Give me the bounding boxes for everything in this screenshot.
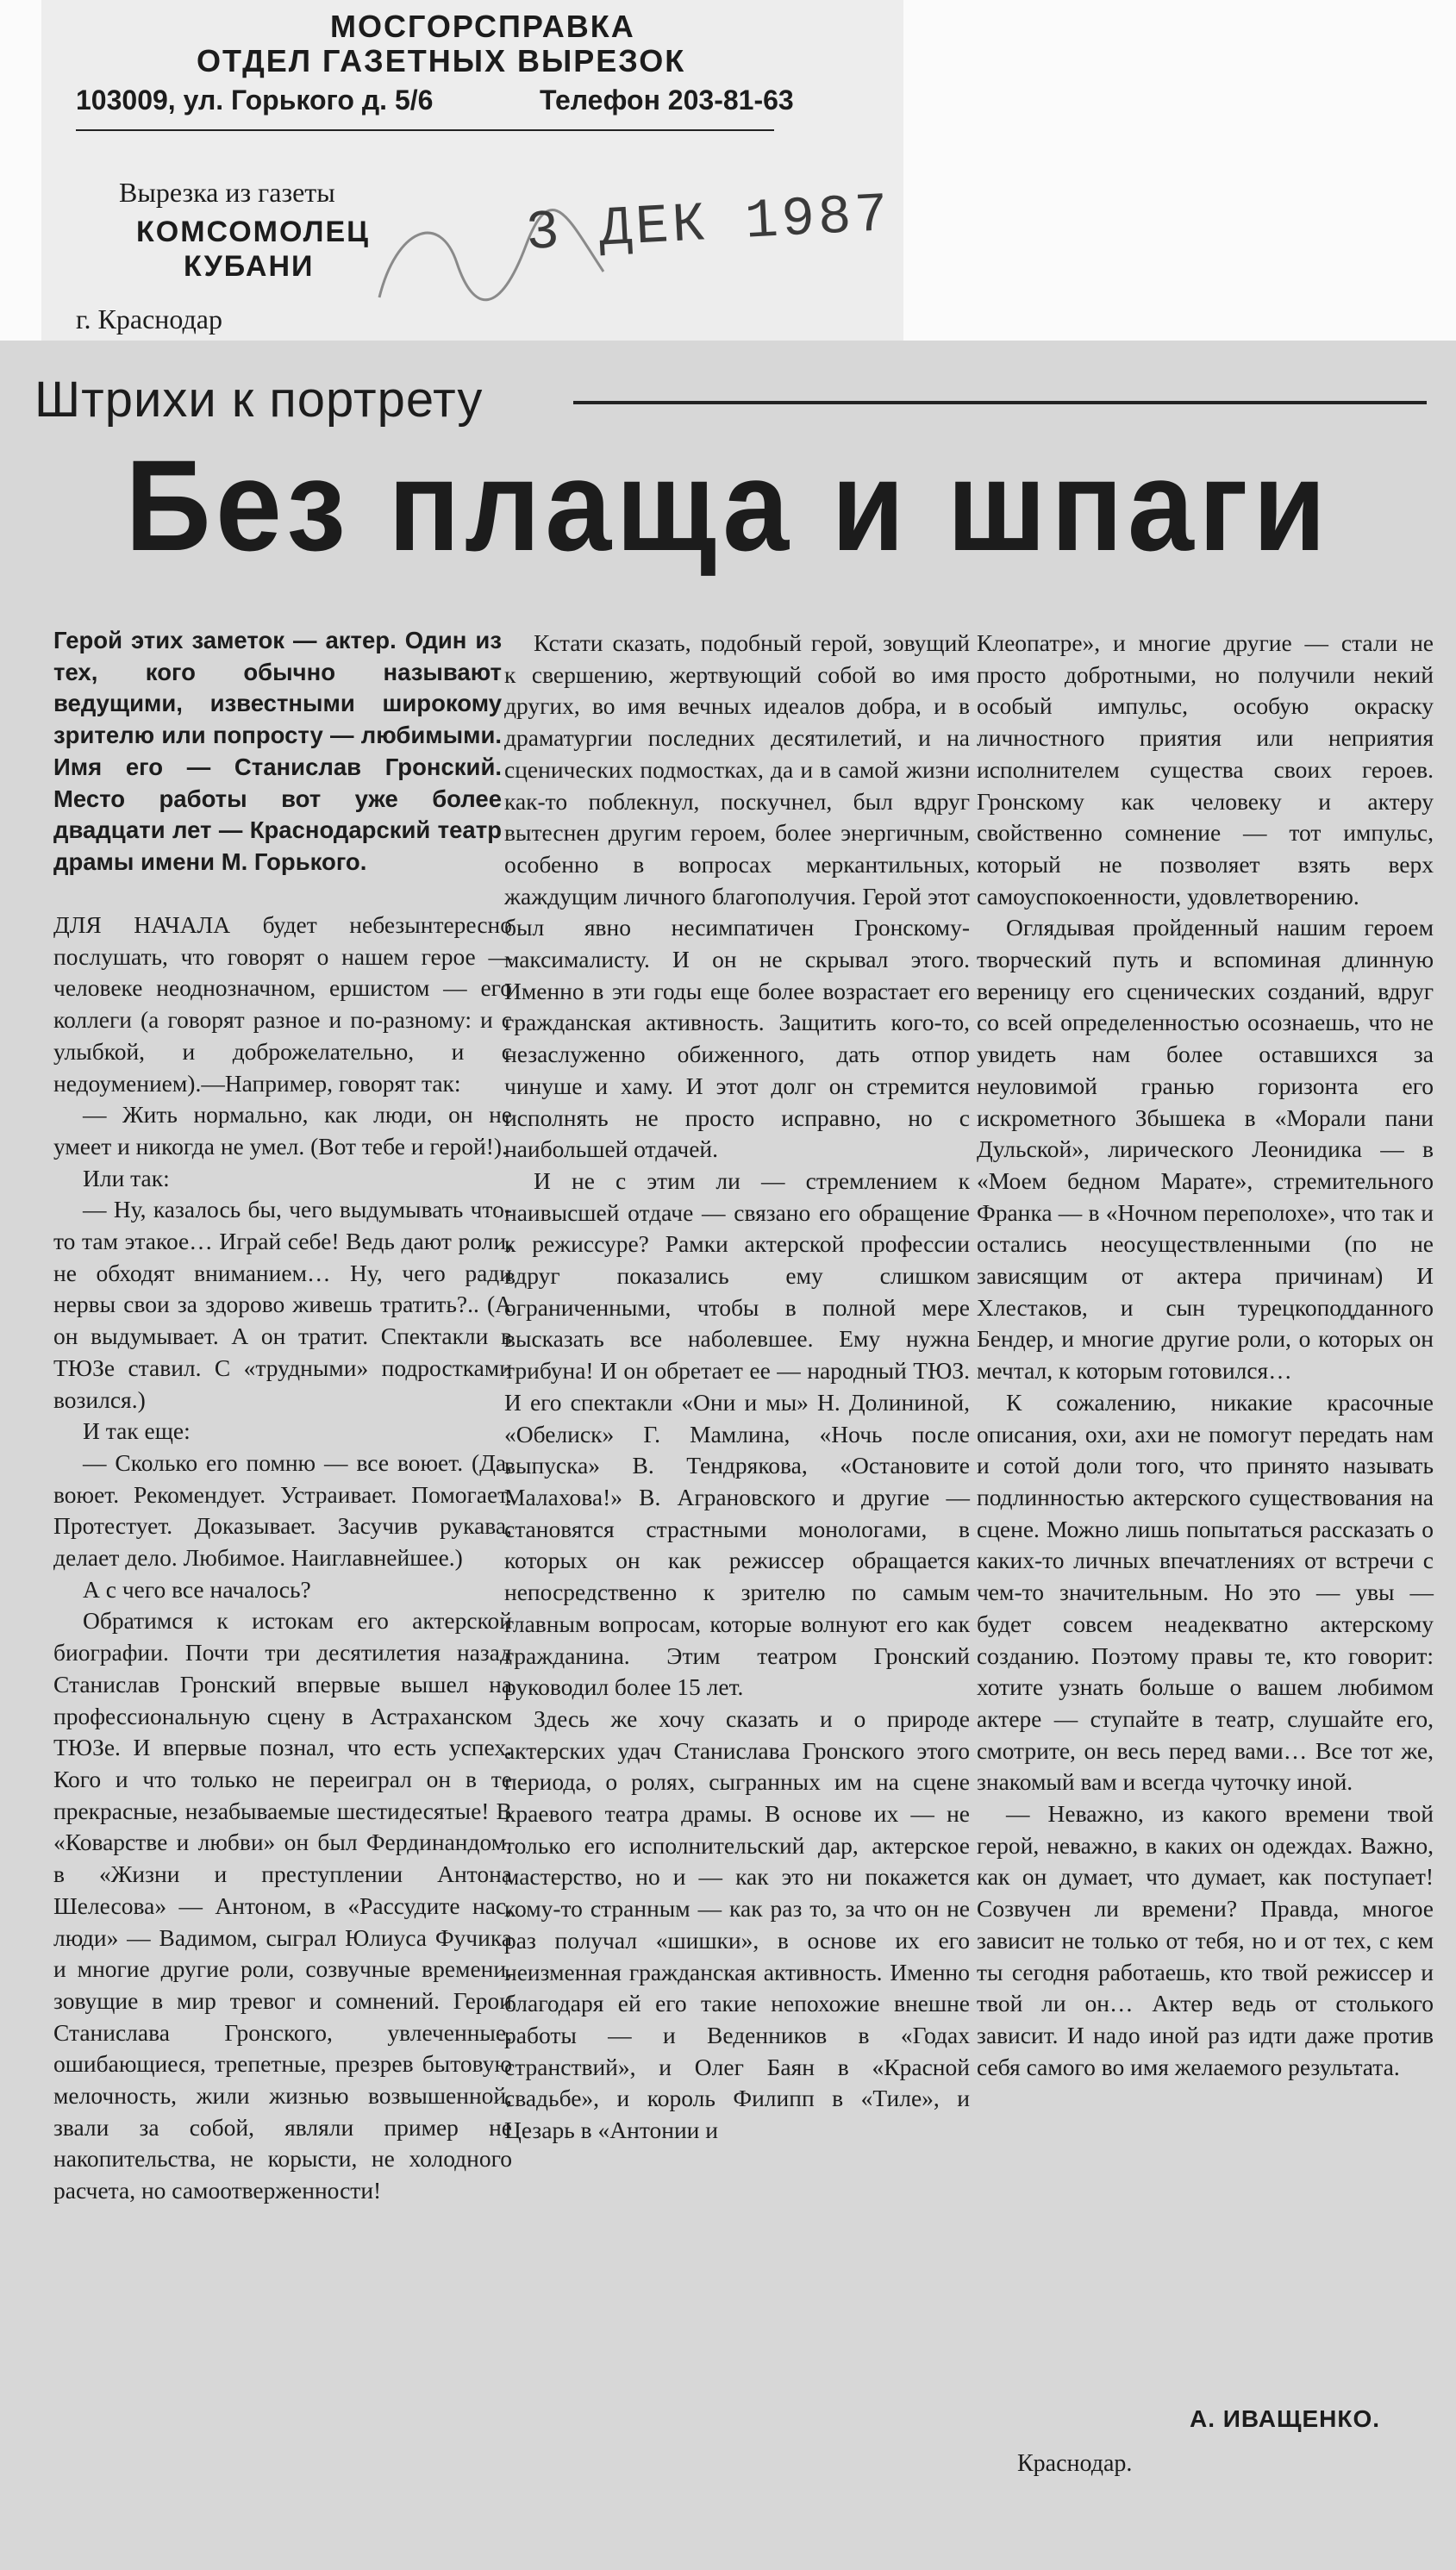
date-stamp: 3 ДЕК 1987 [524,184,893,266]
paragraph: Кстати сказать, подобный герой, зовущий к свершению, жертвующий собой во имя других, во имя вечных идеалов добра, и в драматургии последних десятилетий, и на сценических подмостках, да и в самой жизни как-то поблекнул, поскучнел, был вдруг вытеснен другим героем, более энергичным, особенно в вопросах меркантильных, жаждущим личного благополучия. Герой этот был явно несимпатичен Гронскому-максималисту. И он не скрывал этого. Именно в эти годы еще более возрастает его гражданская активность. Защитить кого-то, незаслуженно обиженного, дать отпор чинуше и хаму. И этот долг он стремится исполнять не просто исправно, но с наибольшей отдачей. [504,629,970,1163]
header-rule [76,129,774,131]
rubric-rule [573,401,1427,404]
column-2 [504,628,970,2147]
paragraph: Обратимся к истокам его актерской биографии. Почти три десятилетия назад Станислав Гронский впервые вышел на профессиональную сцену в Астраханском ТЮЗе. И впервые познал, что есть успех. Кого и что только не переиграл он в те прекрасные, незабываемые шестидесятые! В «Коварстве и любви» он был Фердинандом, в «Жизни и преступлении Антона Шелесова» — Антоном, в «Рассудите нас, люди» — Вадимом, сыграл Юлиуса Фучика и многие другие роли, созвучные времени, зовущие в мир тревог и сомнений. Герои Станислава Гронского, увлеченные, ошибающиеся, трепетные, презрев бытовую мелочность, жили жизнью возвышенной, звали за собой, являли пример не накопительства, не корысти, не холодного расчета, но самоотверженности! [53,1607,512,2204]
paragraph: Здесь же хочу сказать и о природе актерских удач Станислава Гронского этого периода, о ролях, сыгранных им на сцене краевого театра драмы. В основе их — не только его исполнительский дар, актерское мастерство, но и — как это ни покажется кому-то странным — как раз то, за что он не раз получал «шишки», в основе их его неизменная гражданская активность. Именно благодаря ей его такие непохожие внешне работы — и Веденников в «Годах странствий», и Олег Баян в «Красной свадьбе», и король Филипп в «Тиле», и Цезарь в «Антонии и [504,1704,970,2144]
paragraph: — Неважно, из какого времени твой герой, неважно, в каких он одеждах. Важно, как он думает, что думает, как поступает! Созвучен ли времени? Правда, многое зависит не только от тебя, но и от тех, с кем ты сегодня работаешь, кто твой режиссер и твой ли он… Актер ведь от столького зависит. И надо иной раз идти даже против себя самого во имя желаемого результата. [977,1800,1434,2080]
city: г. Краснодар [76,303,222,335]
paragraph: К сожалению, никакие красочные описания, охи, ахи не помогут передать нам и сотой доли того, что принято называть подлинностью актерского существования на сцене. Можно лишь попытаться рассказать о каких-то личных впечатлениях от встречи с чем-то значительным. Но это — увы — будет совсем неадекватно актерскому созданию. Поэтому правы те, кто говорит: хотите узнать больше о вашем любимом актере — ступайте в театр, слушайте его, смотрите, он весь перед вами… Все тот же, знакомый вам и всегда чуточку иной. [977,1388,1434,1796]
address: 103009, ул. Горького д. 5/6 [76,84,434,116]
author-signature: А. ИВАЩЕНКО. [1190,2405,1381,2432]
paragraph: — Ну, казалось бы, чего выдумывать что-то там этакое… Играй себе! Ведь дают роли, не обходят вниманием… Ну, чего ради нервы свои за здорово живешь тратить?.. (А он выдумывает. А он тратит. Спектакли в ТЮЗе ставил. С «трудными» подростками возился.) [53,1196,512,1413]
paragraph: И не с этим ли — стремлением к наивысшей отдаче — связано его обращение к режиссуре? Рамки актерской профессии вдруг показались ему слишком ограниченными, чтобы в полной мере высказать все наболевшее. Ему нужна трибуна! И он обретает ее — народный ТЮЗ. И его спектакли «Они и мы» Н. Долининой, «Обелиск» Г. Мамлина, «Ночь после выпуска» В. Тендрякова, «Остановите Малахова!» В. Аграновского и другие — становятся страстными монологами, в которых он как режиссер обращается непосредственно к зрителю по самым главным вопросам, которые волнуют его как гражданина. Этим театром Гронский руководил более 15 лет. [504,1166,970,1701]
paragraph: Оглядывая пройденный нашим героем творческий путь и вспоминая длинную вереницу его сценических созданий, вдруг со всей определенностью осознаешь, что не увидеть нам более оставшихся за неуловимой гранью горизонта его искрометного Збышека в «Морали пани Дульской», лирического Леонидика — в «Моем бедном Марате», стремительного Франка — в «Ночном переполохе», что так и остались неосуществленными (по не зависящим от актера причинам) И Хлестаков, и сын турецкоподданного Бендер, и многие другие роли, о которых он мечтал, к которым готовился… [977,914,1434,1385]
paragraph: — Жить нормально, как люди, он не умеет и никогда не умел. (Вот тебе и герой!). [53,1101,512,1160]
article-lead: Герой этих заметок — актер. Один из тех, кого обычно называют ведущими, известными широкому зрителю или попросту — любимыми. Имя его — Станислав Гронский. Место работы вот уже более двадцати лет — Краснодарский театр драмы имени М. Горького. [53,627,502,875]
rubric: Штрихи к портрету [34,372,484,428]
article-title: Без плаща и шпаги [125,433,1331,578]
column-1 [53,910,512,2207]
paragraph: И так еще: [83,1417,191,1445]
paragraph: ДЛЯ НАЧАЛА будет небезынтересно послушать, что говорят о нашем герое — человеке неоднозначном, ершистом — его коллеги (а говорят разное и по-разному: и с улыбкой, и доброжелательно, и с недоумением).—Например, говорят так: [53,911,512,1097]
agency-name: МОСГОРСПРАВКА [330,9,635,44]
paragraph: — Сколько его помню — все воюет. (Да, воюет. Рекомендует. Устраивает. Помогает. Протестует. Доказывает. Засучив рукава, делает дело. Любимое. Наиглавнейшее.) [53,1448,512,1572]
paragraph: Или так: [83,1164,170,1191]
department-name: ОТДЕЛ ГАЗЕТНЫХ ВЫРЕЗОК [197,43,686,78]
newspaper-name-line2: КУБАНИ [184,250,315,283]
newspaper-name-line1: КОМСОМОЛЕЦ [136,216,370,248]
paragraph: Клеопатре», и многие другие — стали не просто добротными, но получили некий особый импульс, особую окраску личностного приятия или неприятия исполнителем существа своих героев. Гронскому как человеку и актеру свойственно сомнение — тот импульс, который не позволяет взять верх самоуспокоенности, удовлетворению. [977,629,1434,910]
phone-number: Телефон 203-81-63 [540,84,794,116]
dateline-place: Краснодар. [1017,2450,1133,2477]
clip-label: Вырезка из газеты [119,177,335,208]
paragraph: А с чего все началось? [83,1575,311,1603]
column-3 [977,628,1434,2083]
